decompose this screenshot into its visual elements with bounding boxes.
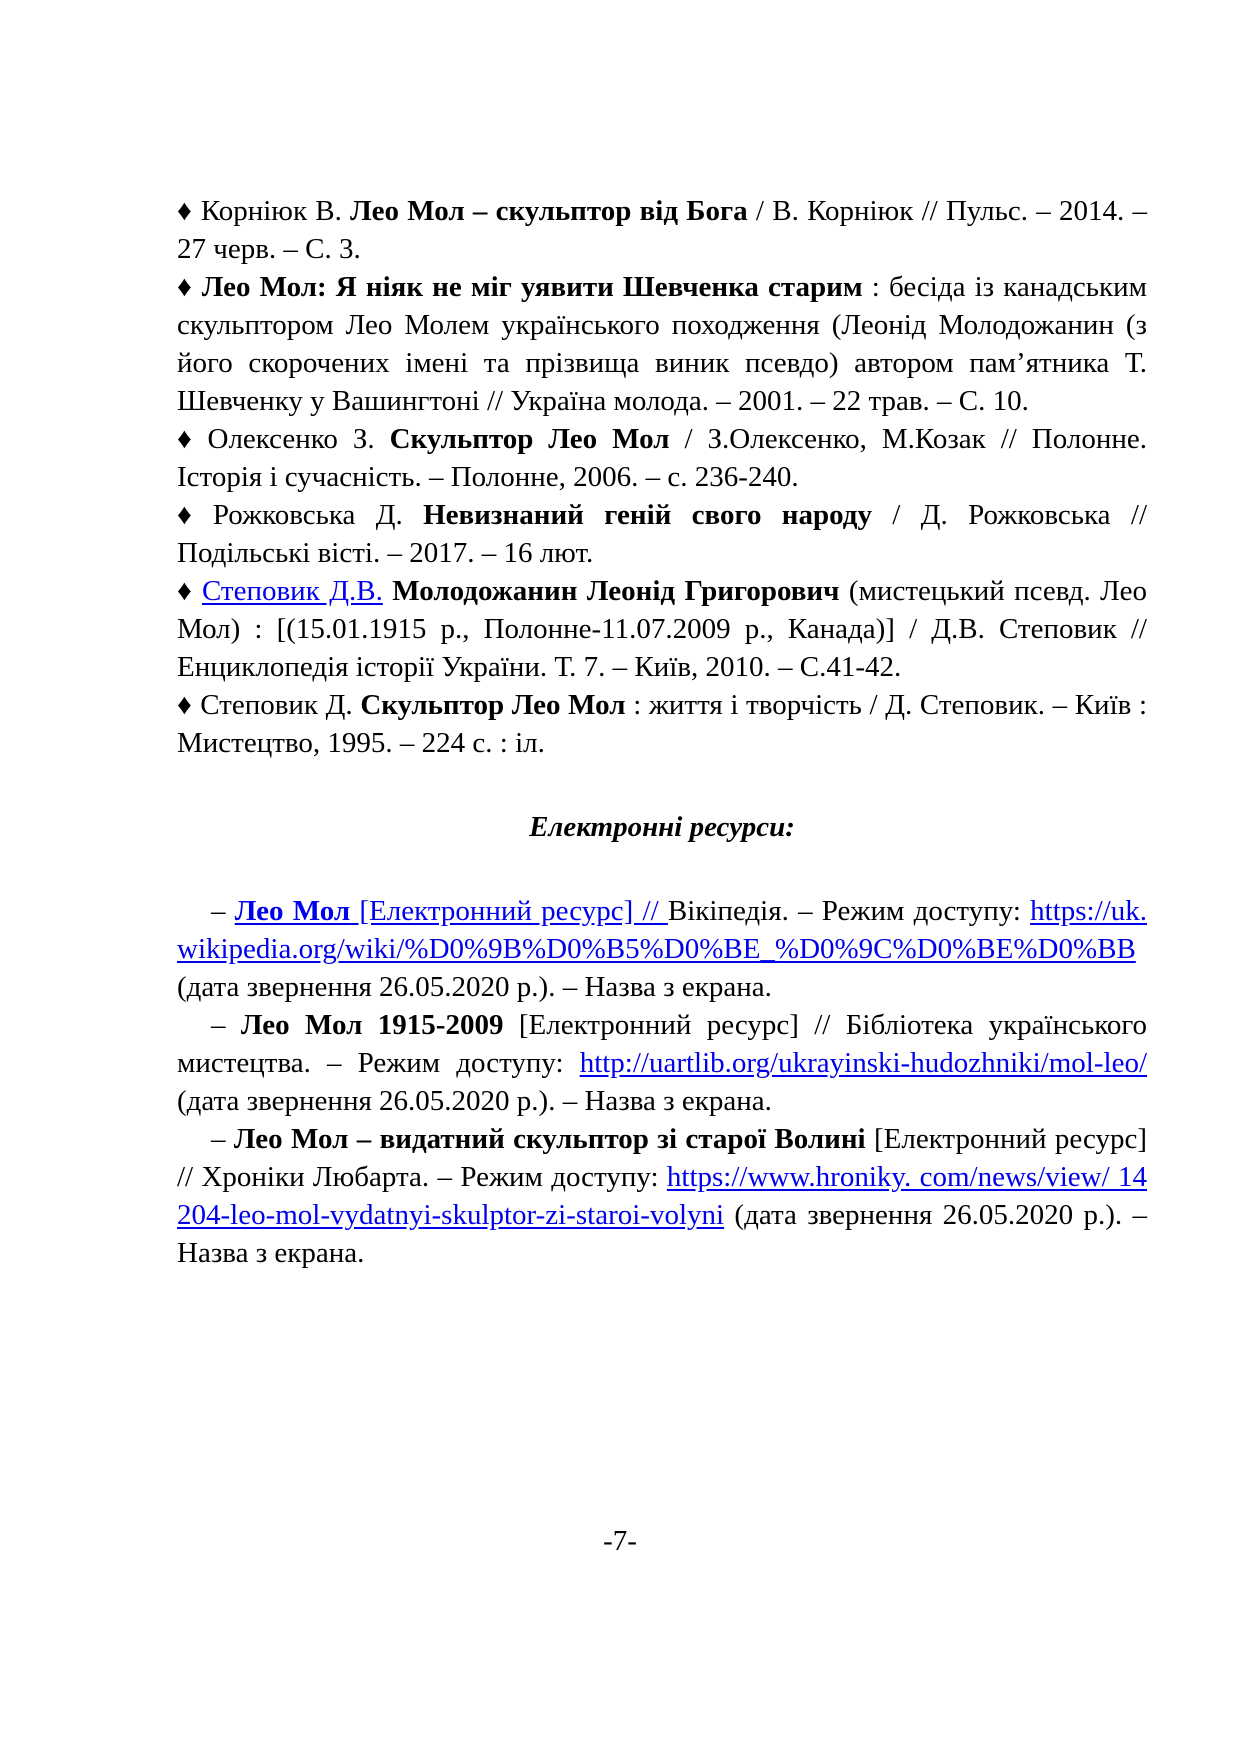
page-number: -7- [603, 1525, 637, 1557]
diamond-bullet-icon: ♦ [177, 195, 193, 227]
electronic-resource-entry [177, 1120, 1147, 1272]
section-heading: Електронні ресурси: [529, 811, 795, 843]
resource-source: [Електронний ресурс] // Бібліотека українського мистецтва. – Режим доступу: [177, 1009, 1147, 1079]
entry-details: : бесіда із канадським скульптором Лео Молем українського походження (Леонід Молодожанин (з його скорочених імені та прізвища виник псевдо) автором пам’ятника Т. Шевченку у Вашингтоні // Україна молода. – 2001. – 22 трав. – С. 10. [177, 271, 1147, 417]
diamond-bullet-icon: ♦ [177, 689, 193, 721]
bibliography-entry [177, 686, 1147, 762]
entry-title: Лео Мол – скульптор від Бога [350, 195, 748, 227]
resource-title: Лео Мол – видатний скульптор зі старої Волині [233, 1123, 866, 1155]
entry-title: Невизнаний геній свого народу [423, 499, 872, 531]
diamond-bullet-icon: ♦ [177, 499, 205, 531]
entry-author: Олексенко З. [207, 423, 390, 455]
entry-dash: – [211, 1123, 226, 1155]
diamond-bullet-icon: ♦ [177, 423, 200, 455]
resource-access-note: (дата звернення 26.05.2020 р.). – Назва з екрана. [177, 1199, 1147, 1269]
electronic-resource-entry [177, 1006, 1147, 1120]
resource-title: Лео Мол 1915-2009 [240, 1009, 504, 1041]
resource-link-rest: [Електронний ресурс] // [350, 895, 668, 927]
entry-title: Скульптор Лео Мол [389, 423, 670, 455]
resource-url-link[interactable]: https://uk.wikipedia.org/wiki/%D0%9B%D0%B5%D0%BE_%D0%9C%D0%BE%D0%BB [177, 895, 1147, 965]
entry-details: / В. Корніюк // Пульс. – 2014. – 27 черв. – С. 3. [177, 195, 1147, 265]
diamond-bullet-icon: ♦ [177, 575, 194, 607]
entry-title: Молодожанин Леонід Григорович [392, 575, 840, 607]
author-link[interactable]: Степовик Д.В. [201, 575, 383, 607]
resource-link[interactable] [235, 895, 668, 927]
bibliography-entry [177, 572, 1147, 686]
entry-details: / З.Олексенко, М.Козак // Полонне. Історія і сучасність. – Полонне, 2006. – с. 236-240. [177, 423, 1147, 493]
resource-url-link[interactable]: https://www.hroniky. com/news/view/ 14204-leo-mol-vydatnyi-skulptor-zi-staroi-volyni [177, 1161, 1147, 1231]
entry-dash: – [211, 1009, 226, 1041]
resource-source: Вікіпедія. – Режим доступу: [667, 895, 1031, 927]
resource-access-note: (дата звернення 26.05.2020 р.). – Назва з екрана. [177, 971, 772, 1003]
resource-access-note: (дата звернення 26.05.2020 р.). – Назва з екрана. [177, 1085, 772, 1117]
bibliography-entry [177, 420, 1147, 496]
resource-url-link[interactable]: http://uartlib.org/ukrayinski-hudozhniki/mol-leo/ [579, 1047, 1147, 1079]
entry-details: : життя і творчість / Д. Степовик. – Київ : Мистецтво, 1995. – 224 с. : іл. [177, 689, 1148, 759]
document-page [177, 192, 1147, 1272]
resource-source: [Електронний ресурс] // Хроніки Любарта. – Режим доступу: [177, 1123, 1148, 1193]
bibliography-entry [177, 268, 1147, 420]
resource-link-title: Лео Мол [234, 895, 351, 927]
entry-author: Корніюк В. [200, 195, 351, 227]
entry-author: Рожковська Д. [212, 499, 424, 531]
entry-details: / Д. Рожковська // Подільські вісті. – 2017. – 16 лют. [177, 499, 1147, 569]
diamond-bullet-icon: ♦ [177, 271, 194, 303]
bibliography-entry [177, 192, 1147, 268]
bibliography-entry [177, 496, 1147, 572]
entry-author: Степовик Д. [200, 689, 361, 721]
entry-title: Скульптор Лео Мол [360, 689, 626, 721]
entry-details: (мистецький псевд. Лео Мол) : [(15.01.1915 р., Полонне-11.07.2009 р., Канада)] / Д.В. Степовик // Енциклопедія історії України. Т. 7. – Київ, 2010. – С.41-42. [177, 575, 1147, 683]
electronic-resource-entry [177, 892, 1147, 1006]
entry-title: Лео Мол: Я ніяк не міг уявити Шевченка старим [201, 271, 863, 303]
entry-dash: – [211, 895, 226, 927]
